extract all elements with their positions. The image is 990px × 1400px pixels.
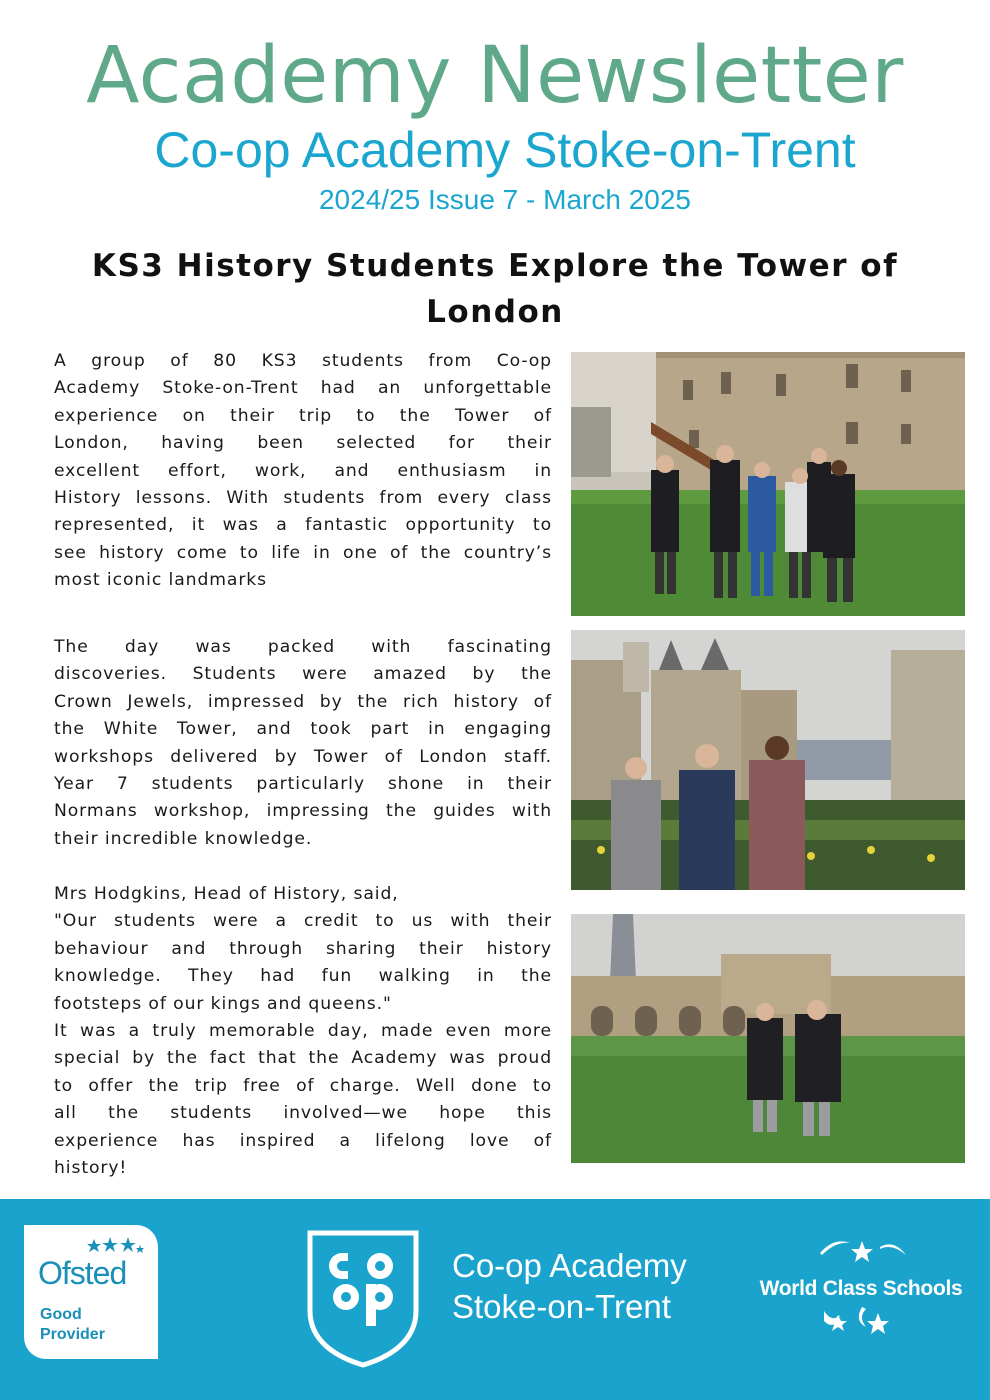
paragraph-line: most iconic landmarks	[54, 570, 267, 591]
photo-white-tower-students	[571, 352, 965, 616]
paragraph-line: represented, it was a fantastic opportunity to	[54, 515, 552, 536]
paragraph-line: footsteps of our kings and queens."	[54, 993, 392, 1014]
footer-bar	[0, 1199, 990, 1400]
coop-shield-logo-icon	[306, 1229, 420, 1369]
paragraph-line: their incredible knowledge.	[54, 828, 313, 849]
coop-academy-name	[452, 1245, 687, 1327]
paragraph-line: workshops delivered by Tower of London staff.	[54, 746, 552, 767]
photo-tower-gate-students	[571, 630, 965, 890]
paragraph-line: Crown Jewels, impressed by the rich history of	[54, 691, 552, 712]
article-headline: KS3 History Students Explore the Tower of London	[91, 248, 899, 330]
paragraph-line: "Our students were a credit to us with their	[54, 911, 552, 932]
article-paragraph-2	[54, 634, 552, 853]
paragraph-line: Normans workshop, impressing the guides with	[54, 801, 552, 822]
paragraph-line: experience on their trip to the Tower of	[54, 405, 552, 426]
world-class-schools-logo	[754, 1235, 968, 1345]
paragraph-line: History lessons. With students from every class	[54, 488, 552, 509]
ofsted-badge	[24, 1225, 158, 1359]
photo-moat-students	[571, 914, 965, 1163]
school-name-subtitle: Co-op Academy Stoke-on-Trent	[154, 122, 856, 178]
newsletter-title: Academy Newsletter	[86, 31, 904, 121]
paragraph-line: history!	[54, 1158, 128, 1179]
paragraph-line: discoveries. Students were amazed by the	[54, 664, 552, 685]
paragraph-line: knowledge. They had fun walking in the	[54, 966, 552, 987]
paragraph-line: excellent effort, work, and enthusiasm in	[54, 460, 552, 481]
coop-name-line-2: Stoke-on-Trent	[452, 1288, 671, 1325]
paragraph-line: special by the fact that the Academy was proud	[54, 1048, 552, 1069]
paragraph-line: the White Tower, and took part in engaging	[54, 719, 552, 740]
paragraph-line: London, having been selected for their	[54, 433, 552, 454]
ofsted-wordmark: Ofsted	[38, 1255, 127, 1291]
coop-name-line-1: Co-op Academy	[452, 1247, 687, 1284]
paragraph-line: behaviour and through sharing their history	[54, 938, 552, 959]
paragraph-line: experience has inspired a lifelong love of	[54, 1130, 552, 1151]
ofsted-rating-good: Good	[40, 1306, 82, 1323]
paragraph-line: Mrs Hodgkins, Head of History, said,	[54, 884, 399, 904]
paragraph-line: It was a truly memorable day, made even more	[54, 1021, 552, 1042]
paragraph-line: Year 7 students particularly shone in their	[54, 774, 552, 795]
paragraph-line: A group of 80 KS3 students from Co-op	[54, 351, 552, 371]
article-paragraph-3	[54, 881, 552, 1182]
paragraph-line: see history come to life in one of the country’s	[54, 542, 552, 563]
paragraph-line: The day was packed with fascinating	[54, 637, 552, 657]
article-paragraph-1	[54, 348, 552, 595]
paragraph-line: all the students involved—we hope this	[54, 1103, 552, 1124]
paragraph-line: Academy Stoke-on-Trent had an unforgettable	[54, 378, 552, 399]
paragraph-line: to offer the trip free of charge. Well done to	[54, 1075, 552, 1096]
ofsted-rating-provider: Provider	[40, 1326, 105, 1343]
issue-date: 2024/25 Issue 7 - March 2025	[318, 184, 691, 215]
world-class-schools-text: World Class Schools	[759, 1277, 963, 1300]
